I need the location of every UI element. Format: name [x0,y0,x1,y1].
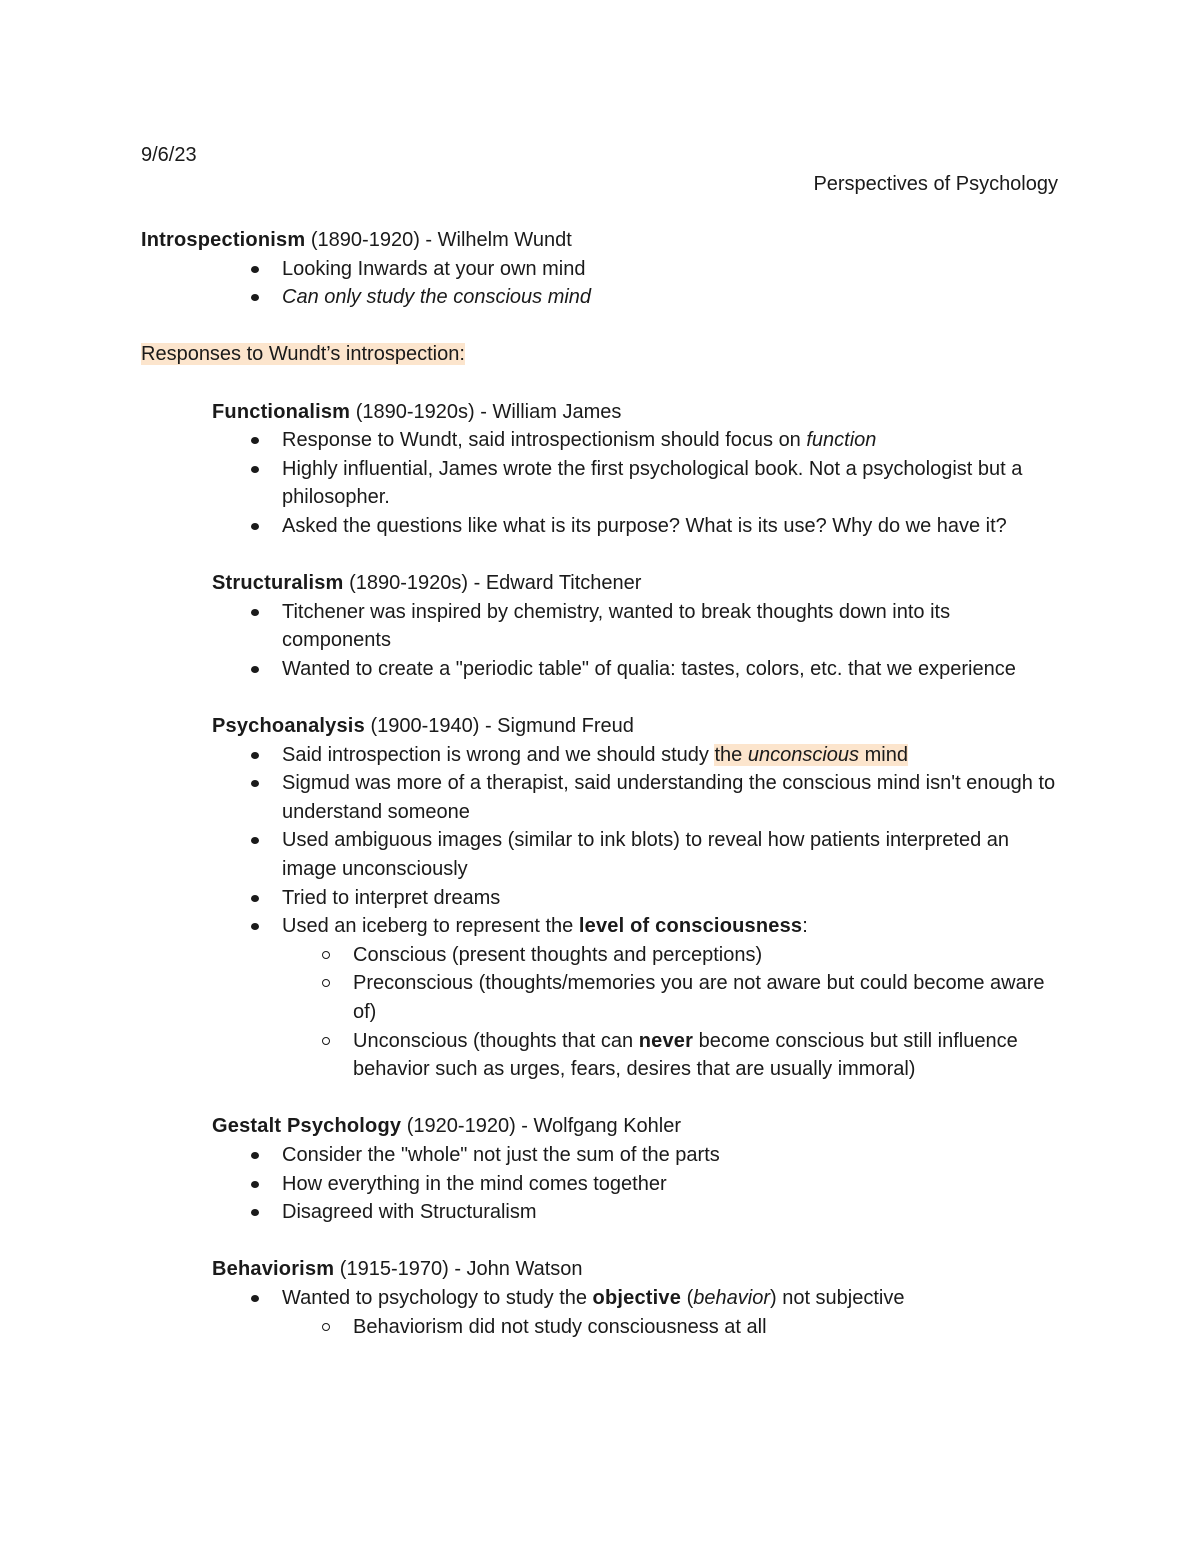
list-item: Asked the questions like what is its purpose? What is its use? Why do we have it? [282,512,1061,541]
psychoanalysis-list [141,741,1061,1084]
section-heading-gestalt: Gestalt Psychology (1920-1920) - Wolfgang Kohler [212,1115,682,1138]
list-item: Titchener was inspired by chemistry, wanted to break thoughts down into its components [282,598,1061,655]
list-item: How everything in the mind comes together [282,1170,1061,1199]
section-heading-introspectionism: Introspectionism (1890-1920) - Wilhelm Wundt [141,229,572,251]
section-heading-structuralism: Structuralism (1890-1920s) - Edward Titchener [212,572,642,595]
list-item: Consider the "whole" not just the sum of the parts [282,1141,1061,1170]
list-item: Highly influential, James wrote the first psychological book. Not a psychologist but a philosopher. [282,455,1061,512]
list-item: Wanted to psychology to study the objective (behavior) not subjective [282,1284,1061,1313]
section-heading-functionalism: Functionalism (1890-1920s) - William James [212,400,622,423]
list-item: Said introspection is wrong and we should study the unconscious mind [282,741,1061,770]
date: 9/6/23 [141,144,197,166]
list-item: Can only study the conscious mind [282,283,1061,312]
list-item: Sigmud was more of a therapist, said understanding the conscious mind isn't enough to understand someone [282,769,1061,826]
list-item: Wanted to create a "periodic table" of qualia: tastes, colors, etc. that we experience [282,655,1061,684]
structuralism-list [141,598,1061,684]
responses-heading: Responses to Wundt’s introspection: [141,343,465,366]
document-body [141,226,1061,1341]
highlight: the unconscious mind [714,743,908,766]
list-item: Used ambiguous images (similar to ink blots) to reveal how patients interpreted an image unconsciously [282,826,1061,883]
introspectionism-list [141,255,1061,312]
sub-list-item: Conscious (present thoughts and perceptions) [353,941,1061,970]
gestalt-list [141,1141,1061,1227]
section-heading-psychoanalysis: Psychoanalysis (1900-1940) - Sigmund Freud [212,715,634,738]
list-item: Tried to interpret dreams [282,884,1061,913]
sub-list-item: Behaviorism did not study consciousness at all [353,1313,1061,1342]
document-title: Perspectives of Psychology [813,173,1058,195]
list-item: Used an iceberg to represent the level of consciousness: [282,912,1061,941]
list-item: Disagreed with Structuralism [282,1198,1061,1227]
functionalism-list [141,426,1061,540]
sub-list-item: Preconscious (thoughts/memories you are not aware but could become aware of) [353,969,1061,1026]
sub-list-item: Unconscious (thoughts that can never become conscious but still influence behavior such as urges, fears, desires that are usually immoral) [353,1027,1061,1084]
list-item: Response to Wundt, said introspectionism should focus on function [282,426,1061,455]
behaviorism-list [141,1284,1061,1341]
section-heading-behaviorism: Behaviorism (1915-1970) - John Watson [212,1258,583,1281]
list-item: Looking Inwards at your own mind [282,255,1061,284]
